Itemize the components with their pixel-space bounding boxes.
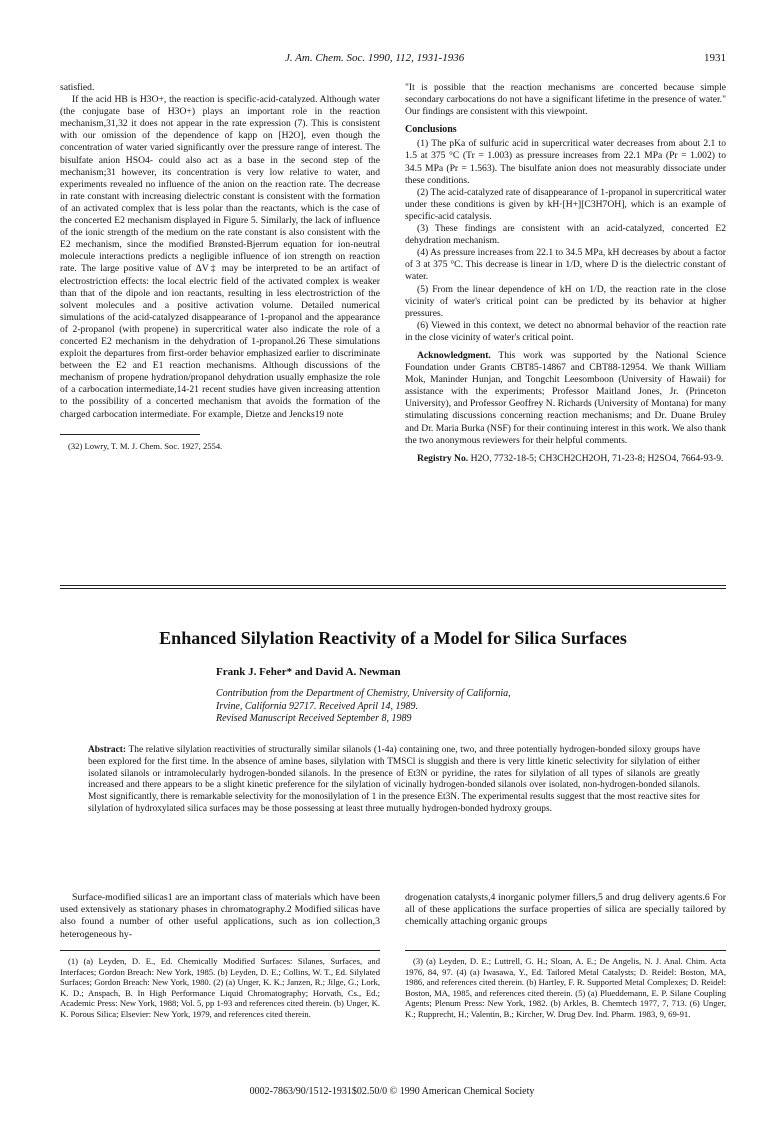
article-divider-top	[60, 585, 726, 586]
footnote: (32) Lowry, T. M. J. Chem. Soc. 1927, 2554.	[68, 440, 223, 451]
journal-citation: J. Am. Chem. Soc. 1990, 112, 1931-1936	[285, 52, 465, 64]
footnote-rule	[60, 950, 380, 951]
article-title: Enhanced Silylation Reactivity of a Model for Silica Surfaces	[159, 628, 627, 648]
registry-heading: Registry No.	[417, 452, 469, 464]
running-header	[60, 52, 726, 68]
abstract-text: The relative silylation reactivities of structurally similar silanols (1-4a) containing one, two, and three potentially hydrogen-bonded siloxy groups have been explored for the first time. In the absence of amine bases, silylation with TMSCl is sluggish and there is very little kinetic selectivity for silylation of either isolated silanols or intramolecularly hydrogen-bonded silanols. In the presence of Et3N or pyridine, the rates for silylation of all types of silanols are greatly increased and there appears to be a slight kinetic preference for the silylation of vicinally hydrogen-bonded silanols over isolated, non-hydrogen-bonded silanols. Most significantly, there is remarkable selectivity for the monosilylation of 1 in the presence Et3N. The experimental results suggest that the most reactive sites for silylation of hydroxylated silica surfaces may be those possessing at least three mutually hydrogen-bonded hydroxy groups.	[88, 745, 700, 814]
article-divider-bottom	[60, 588, 726, 589]
conclusion-item: (2) The acid-catalyzed rate of disappearance of 1-propanol in supercritical water under these conditions is given by kH·[H+][C3H7OH], which is an example of specific-acid catalysis.	[405, 186, 726, 222]
intro-left	[60, 892, 380, 941]
acknowledgment-text: This work was supported by the National Science Foundation under Grants CBT85-14867 and CBT88-12954. We thank William Mok, Maninder Hunjan, and Tongchit Leesomboon (University of Hawaii) for assistance with the experiments; Professor Maitland Jones, Jr. (Princeton University), and Professor Geoffrey N. Richards (University of Montana) for many stimulating discussions concerning reaction mechanisms; and Dr. Duane Bruley and Dr. Maria Burka (NSF) for their continuing interest in this work. We also thank the two anonymous reviewers for their helpful comments.	[405, 349, 726, 446]
paragraph: satisfied.	[60, 82, 95, 93]
footnotes-left	[60, 956, 380, 1020]
quote-paragraph: "It is possible that the reaction mechanisms are concerted because simple secondary carbocations do not have a significant lifetime in the presence of water." Our findings are consistent with this viewpoint.	[405, 82, 726, 118]
affiliation-line: Irvine, California 92717. Received April 14, 1989.	[216, 700, 419, 712]
conclusions-heading: Conclusions	[405, 124, 457, 136]
page-number: 1931	[704, 52, 726, 64]
affiliation-line: Contribution from the Department of Chemistry, University of California,	[216, 688, 511, 699]
affiliation-line: Revised Manuscript Received September 8, 1989	[216, 713, 412, 724]
affiliation	[216, 688, 736, 726]
conclusion-item: (1) The pKa of sulfuric acid in supercritical water decreases from about 2.1 to 1.5 at 375 °C (Tr = 1.003) as pressure increases from 22.1 MPa (Pr = 1.002) to 34.5 MPa (Pr = 1.563). The bisulfate anion does not measurably dissociate under these conditions.	[405, 138, 726, 186]
footnote-rule	[405, 950, 726, 951]
abstract	[88, 745, 700, 816]
copyright-footer: 0002-7863/90/1512-1931$02.50/0 © 1990 American Chemical Society	[249, 1086, 535, 1097]
conclusion-item: (5) From the linear dependence of kH on 1/D, the reaction rate in the close vicinity of water's critical point can be predicted by its behavior at higher pressures.	[405, 283, 726, 319]
acknowledgment-heading: Acknowledgment.	[417, 349, 491, 361]
right-column	[405, 82, 726, 465]
conclusion-item: (6) Viewed in this context, we detect no abnormal behavior of the reaction rate in the close vicinity of water's critical point.	[405, 319, 726, 343]
paragraph: Surface-modified silicas1 are an important class of materials which have been used extensively as stationary phases in chromatography.2 Modified silicas have also found a number of other useful applications, such as ion collection,3 heterogeneous hy-	[60, 892, 380, 940]
left-column	[60, 82, 380, 451]
paragraph: If the acid HB is H3O+, the reaction is specific-acid-catalyzed. Although water (the conjugate base of H3O+) plays an important role in the reaction mechanism,31,32 it does not appear in the rate expression (7). This is consistent with our omission of the dependence of kapp on [H2O], even though the concentration of water varied significantly over the pressure range of interest. The bisulfate anion HSO4- could also act as a base in the second step of the mechanism;31 however, its concentration is very low relative to water, and experiments revealed no influence of the anion on the reaction rate. The decrease in rate constant with increasing dielectric constant is consistent with the formation of an activated complex that is less polar than the reactants, which is the case of the concerted E2 mechanism displayed in Figure 5. Similarly, the lack of influence of the ionic strength of the medium on the rate constant is also consistent with the E2 mechanism, since the modified Brønsted-Bjerrum equation for ion-neutral molecule interactions predicts a negligible influence of ion strength on reaction rate. The large positive value of ΔV‡ may be interpreted to be an artifact of electrostriction effects: the local electric field of the activated complex is weaker than that of the dipole and ion reactants, resulting in less electrostriction of the solvent molecules and a positive activation volume. Detailed numerical simulations of the acid-catalyzed disappearance of 1-propanol and the appearance of 2-propanol (with propene) in supercritical water also indicate the role of a concerted E2 mechanism in the dehydration of 1-propanol.26 These simulations exploit the departures from first-order behavior emphasized earlier to discriminate between the E2 and E1 reaction mechanisms. Although discussions of the mechanism of propene hydration/propanol dehydration usually emphasize the role of a carbocation intermediate,14-21 recent studies have given increasing attention to the possibility of a concerted mechanism that avoids the formation of the charged carbocation intermediate. For example, Dietze and Jencks19 note	[60, 94, 380, 420]
abstract-label: Abstract:	[88, 745, 127, 755]
article-authors: Frank J. Feher* and David A. Newman	[216, 666, 401, 678]
registry-text: H2O, 7732-18-5; CH3CH2CH2OH, 71-23-8; H2SO4, 7664-93-9.	[470, 452, 724, 464]
paragraph: drogenation catalysts,4 inorganic polymer fillers,5 and drug delivery agents.6 For all of these applications the surface properties of silica are specially tailored by chemically attaching organic groups	[405, 892, 726, 928]
footnotes-right	[405, 956, 726, 1020]
conclusion-item: (4) As pressure increases from 22.1 to 34.5 MPa, kH decreases by about a factor of 3 at 375 °C. This decrease is linear in 1/D, where D is the dielectric constant of water.	[405, 247, 726, 283]
footnote: (1) (a) Leyden, D. E., Ed. Chemically Modified Surfaces: Silanes, Surfaces, and Interfaces; Gordon Breach: New York, 1985. (b) Leyden, D. E.; Collins, W. T., Ed. Silylated Surfaces; Gordon Breach: New York, 1980. (2) (a) Unger, K. K.; Janzen, R.; Jilge, G.; Lork, K. D.; Anspach, B. In High Performance Liquid Chromatography; Horvath, Cs., Ed.; Academic Press: New York, 1988; Vol. 5, pp 1-93 and references cited therein. (b) Unger, K. K. Porous Silica; Elsevier: New York, 1979, and references cited therein.	[60, 956, 380, 1019]
acknowledgment	[405, 350, 726, 447]
footnote: (3) (a) Leyden, D. E.; Luttrell, G. H.; Sloan, A. E.; De Angelis, N. J. Anal. Chim. Acta 1976, 84, 97. (4) (a) Iwasawa, Y., Ed. Tailored Metal Catalysts; D. Reidel: Boston, MA, 1986, and references cited therein. (b) Hartley, F. R. Supported Metal Complexes; D. Reidel: Boston, MA, 1985, and references cited therein. (5) (a) Plueddemann, E. P. Silane Coupling Agents; Plenum Press: New York, 1982. (b) Arkles, B. Chemtech 1977, 7, 713. (6) Unger, K.; Rupprecht, H.; Valentin, B.; Kircher, W. Drug Dev. Ind. Pharm. 1983, 9, 69-91.	[405, 956, 726, 1019]
intro-right	[405, 892, 726, 929]
registry	[405, 453, 726, 465]
conclusion-item: (3) These findings are consistent with an acid-catalyzed, concerted E2 dehydration mechanism.	[405, 223, 726, 247]
footnote-rule	[60, 434, 200, 435]
